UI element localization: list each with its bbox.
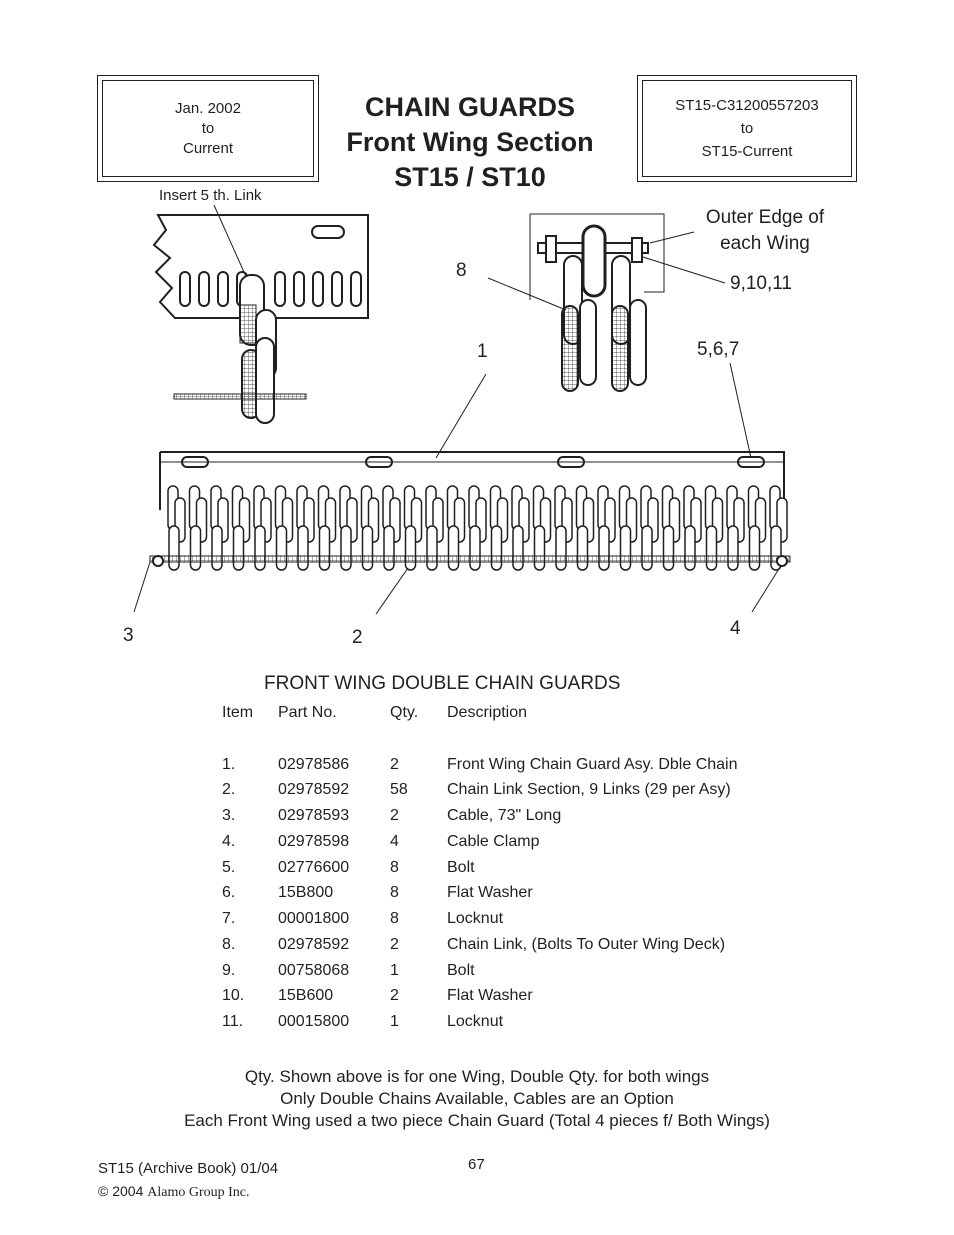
quantity: 1 [390, 1013, 399, 1030]
chain-link [255, 526, 265, 570]
item-number: 7. [222, 910, 236, 927]
chain-link [298, 526, 308, 570]
chain-link [707, 526, 717, 570]
title-line-2: Front Wing Section [346, 127, 594, 157]
chain-link [363, 526, 373, 570]
chain-link [234, 526, 244, 570]
callout-8: 8 [456, 260, 467, 281]
quantity: 8 [390, 859, 399, 876]
chain-link [535, 526, 545, 570]
serial-to: to [740, 120, 754, 137]
item-number: 2. [222, 781, 236, 798]
header-item: Item [222, 704, 254, 721]
note-3: Each Front Wing used a two piece Chain Guard (Total 4 pieces f/ Both Wings) [184, 1111, 770, 1130]
callout-2: 2 [352, 627, 363, 648]
book-reference: ST15 (Archive Book) 01/04 [98, 1160, 279, 1177]
insert-link-label: Insert 5 th. Link [159, 187, 262, 204]
outer-edge-label-line-1: Outer Edge of [705, 207, 825, 228]
item-number: 10. [222, 987, 245, 1004]
chain-link [406, 526, 416, 570]
chain-link [320, 526, 330, 570]
part-number: 15B800 [278, 884, 334, 901]
chain-link [513, 526, 523, 570]
chain-link [470, 526, 480, 570]
quantity: 8 [390, 884, 399, 901]
callout-9-10-11: 9,10,11 [730, 273, 792, 294]
description: Bolt [447, 859, 475, 876]
part-number: 02978592 [278, 936, 350, 953]
chain-link [169, 526, 179, 570]
table-title: FRONT WING DOUBLE CHAIN GUARDS [264, 673, 621, 694]
part-number: 00001800 [278, 910, 350, 927]
note-1: Qty. Shown above is for one Wing, Double Qty. for both wings [244, 1067, 710, 1086]
notes [100, 1066, 854, 1132]
header-qty: Qty. [390, 704, 419, 721]
quantity: 58 [390, 781, 408, 798]
chain-link [578, 526, 588, 570]
chain-link [384, 526, 394, 570]
serial-start: ST15-C31200557203 [675, 97, 819, 114]
description: Flat Washer [447, 884, 533, 901]
title-line-1: CHAIN GUARDS [364, 92, 575, 122]
date-end: Current [182, 139, 234, 157]
page-number: 67 [468, 1156, 485, 1173]
title-line-3: ST15 / ST10 [394, 162, 546, 192]
chain-link [685, 526, 695, 570]
description: Front Wing Chain Guard Asy. Dble Chain [447, 756, 738, 773]
part-number: 02978592 [278, 781, 350, 798]
chain-link [191, 526, 201, 570]
item-number: 3. [222, 807, 236, 824]
chain-link [556, 526, 566, 570]
item-number: 9. [222, 962, 236, 979]
quantity: 2 [390, 807, 399, 824]
chain-link [664, 526, 674, 570]
chain-link [212, 526, 222, 570]
copyright [98, 1183, 250, 1201]
item-number: 1. [222, 756, 236, 773]
chain-link [621, 526, 631, 570]
date-to: to [201, 119, 215, 137]
item-number: 6. [222, 884, 236, 901]
chain-link [599, 526, 609, 570]
chain-link [277, 526, 287, 570]
header-description: Description [447, 704, 528, 721]
item-number: 11. [222, 1013, 244, 1030]
description: Bolt [447, 962, 475, 979]
description: Cable Clamp [447, 833, 540, 850]
description: Chain Link, (Bolts To Outer Wing Deck) [447, 936, 726, 953]
part-number: 00758068 [278, 962, 350, 979]
callout-3: 3 [123, 625, 134, 646]
callout-5-6-7: 5,6,7 [697, 339, 740, 360]
serial-end: ST15-Current [701, 143, 793, 160]
description: Cable, 73" Long [447, 807, 562, 824]
part-number: 15B600 [278, 987, 334, 1004]
description: Chain Link Section, 9 Links (29 per Asy) [447, 781, 731, 798]
chain-link [427, 526, 437, 570]
date-start: Jan. 2002 [175, 99, 241, 117]
chain-link [341, 526, 351, 570]
outer-edge-label-line-2: each Wing [720, 233, 810, 254]
chain-link [728, 526, 738, 570]
chain-link [492, 526, 502, 570]
note-2: Only Double Chains Available, Cables are an Option [280, 1089, 674, 1108]
chain-link [449, 526, 459, 570]
quantity: 8 [390, 910, 399, 927]
quantity: 2 [390, 936, 399, 953]
callout-1: 1 [477, 341, 488, 362]
item-number: 8. [222, 936, 236, 953]
description: Locknut [447, 910, 504, 927]
item-number: 4. [222, 833, 236, 850]
part-number: 00015800 [278, 1013, 350, 1030]
quantity: 4 [390, 833, 399, 850]
description: Flat Washer [447, 987, 533, 1004]
item-number: 5. [222, 859, 236, 876]
part-number: 02978598 [278, 833, 350, 850]
quantity: 2 [390, 756, 399, 773]
header-part-no: Part No. [278, 704, 337, 721]
chain-link [750, 526, 760, 570]
callout-4: 4 [730, 618, 741, 639]
quantity: 2 [390, 987, 399, 1004]
copyright-year: © 2004 [98, 1183, 144, 1199]
part-number: 02776600 [278, 859, 350, 876]
quantity: 1 [390, 962, 399, 979]
part-number: 02978586 [278, 756, 350, 773]
copyright-company: Alamo Group Inc. [147, 1185, 250, 1200]
part-number: 02978593 [278, 807, 350, 824]
description: Locknut [447, 1013, 504, 1030]
chain-link [642, 526, 652, 570]
